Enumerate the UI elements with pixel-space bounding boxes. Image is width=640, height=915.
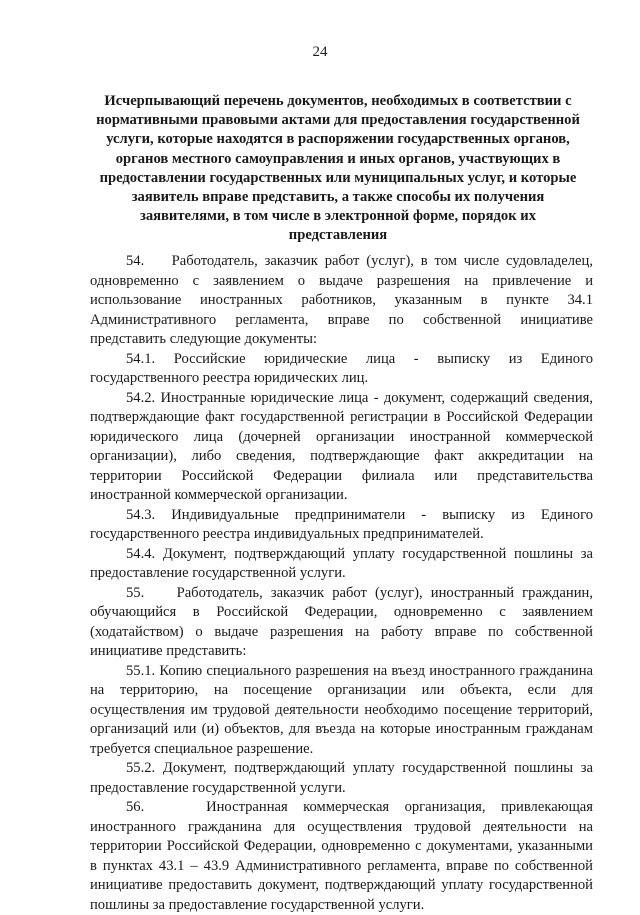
heading-line: представления <box>288 227 388 244</box>
paragraph-54-4: 54.4. Документ, подтверждающий уплату государственной пошлины за предоставление государственной услуги. <box>90 545 593 581</box>
section-heading <box>88 92 588 246</box>
heading-line: нормативными правовыми актами для предоставления государственной <box>96 112 580 129</box>
paragraph-54-2: 54.2. Иностранные юридические лица - документ, содержащий сведения, подтверждающие факт государственной регистрации в Российской Федерации юридического лица (дочерней организации иностранной коммерческой организации), либо сведения, подтверждающие факт аккредитации на территории Российской Федерации филиала или представительства иностранной коммерческой организации. <box>90 389 593 503</box>
body-text <box>90 252 593 915</box>
heading-line: предоставлении государственных или муниципальных услуг, и которые <box>99 169 577 186</box>
heading-line: услуги, которые находятся в распоряжении государственных органов, <box>106 131 570 148</box>
paragraph-54-3: 54.3. Индивидуальные предприниматели - выписку из Единого государственного реестра индивидуальных предпринимателей. <box>90 506 593 542</box>
heading-line: Исчерпывающий перечень документов, необходимых в соответствии с <box>104 93 572 109</box>
page-number: 24 <box>312 44 328 60</box>
heading-line: заявителями, в том числе в электронной форме, порядок их <box>139 208 536 225</box>
paragraph-55: 55. Работодатель, заказчик работ (услуг), иностранный гражданин, обучающийся в Российской Федерации, одновременно с заявлением (ходатайством) о выдаче разрешения на работу вправе по собственной инициативе представить: <box>90 584 593 659</box>
paragraph-55-1: 55.1. Копию специального разрешения на въезд иностранного гражданина на территорию, на посещение организации или объекта, если для осуществления им трудовой деятельности необходимо посещение территорий, организаций или (и) объектов, для въезда на которые иностранным гражданам требуется специальное разрешение. <box>90 662 593 757</box>
heading-line: заявитель вправе представить, а также способы их получения <box>131 189 545 206</box>
paragraph-54: 54. Работодатель, заказчик работ (услуг), в том числе судовладелец, одновременно с заявлением о выдаче разрешения на привлечение и использование иностранных работников, указанным в пункте 34.1 Административного регламента, вправе по собственной инициативе представить следующие документы: <box>90 253 593 347</box>
paragraph-56: 56. Иностранная коммерческая организация, привлекающая иностранного гражданина для осуществления трудовой деятельности на территории Российской Федерации, одновременно с документами, указанными в пунктах 43.1 – 43.9 Административного регламента, вправе по собственной инициативе предоставить документ, подтверждающий уплату государственной пошлины за предоставление государственной услуги. <box>90 799 593 913</box>
paragraph-55-2: 55.2. Документ, подтверждающий уплату государственной пошлины за предоставление государственной услуги. <box>90 760 593 796</box>
heading-line: органов местного самоуправления и иных органов, участвующих в <box>115 150 561 167</box>
paragraph-54-1: 54.1. Российские юридические лица - выписку из Единого государственного реестра юридических лиц. <box>90 350 593 386</box>
